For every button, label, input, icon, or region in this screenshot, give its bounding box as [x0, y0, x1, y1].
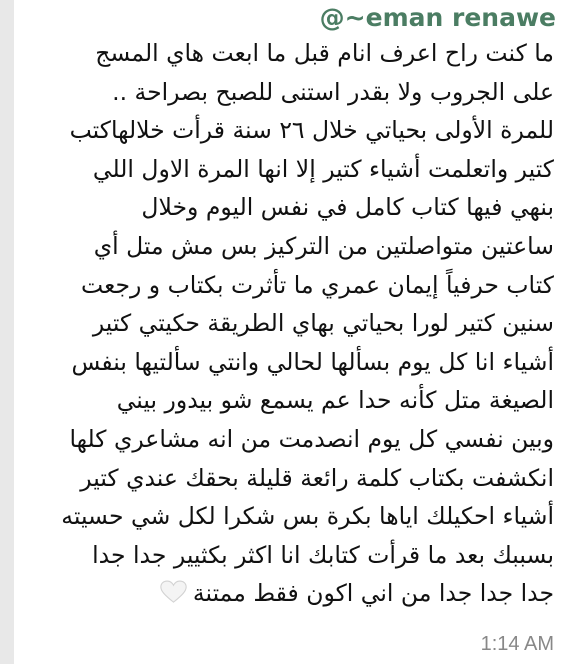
- message-text: [14, 34, 554, 613]
- message-line: وبين نفسي كل يوم انصدمت من انه مشاعري كلها: [69, 424, 554, 453]
- message-bubble[interactable]: [14, 0, 572, 664]
- message-line: ساعتين متواصلتين من التركيز بس مش متل أي: [93, 231, 554, 260]
- white-heart-icon: [160, 580, 187, 604]
- message-line: بنهي فيها كتاب كامل في نفس اليوم وخلال: [141, 193, 554, 222]
- message-line: كتاب حرفياً إيمان عمري ما تأثرت بكتاب و رجعت: [81, 270, 554, 299]
- message-line: على الجروب ولا بقدر استنى للصبح بصراحة ..: [112, 77, 554, 106]
- message-line: أشياء انا كل يوم بسألها لحالي وانتي سألتيها بنفس: [71, 347, 554, 376]
- chat-background-edge: [0, 0, 14, 664]
- message-line: بسببك بعد ما قرأت كتابك انا اكثر بكثيير جدا جدا: [92, 540, 554, 569]
- message-line: جدا جدا جدا من اني اكون فقط ممتنة: [192, 579, 554, 608]
- sender-name[interactable]: @~eman renawe: [319, 3, 556, 32]
- message-line: أشياء احكيلك اياها بكرة بس شكرا لكل شي حسيته: [61, 502, 554, 531]
- message-line: كتير واتعلمت أشياء كتير إلا انها المرة الاول اللي: [92, 154, 554, 183]
- message-line: انكشفت بكتاب كلمة رائعة قليلة بحقك عندي كتير: [80, 463, 554, 492]
- message-last-line: [14, 574, 554, 613]
- message-line: ما كنت راح اعرف انام قبل ما ابعت هاي المسج: [95, 39, 554, 67]
- message-line: للمرة الأولى بحياتي خلال ٢٦ سنة قرأت خلالهاكتب: [69, 116, 554, 145]
- message-timestamp: 1:14 AM: [480, 633, 554, 655]
- message-line: الصيغة متل كأنه حدا عم يسمع شو بيدور بيني: [116, 386, 554, 415]
- message-line: سنين كتير لورا بحياتي بهاي الطريقة حكيتي كتير: [92, 309, 554, 338]
